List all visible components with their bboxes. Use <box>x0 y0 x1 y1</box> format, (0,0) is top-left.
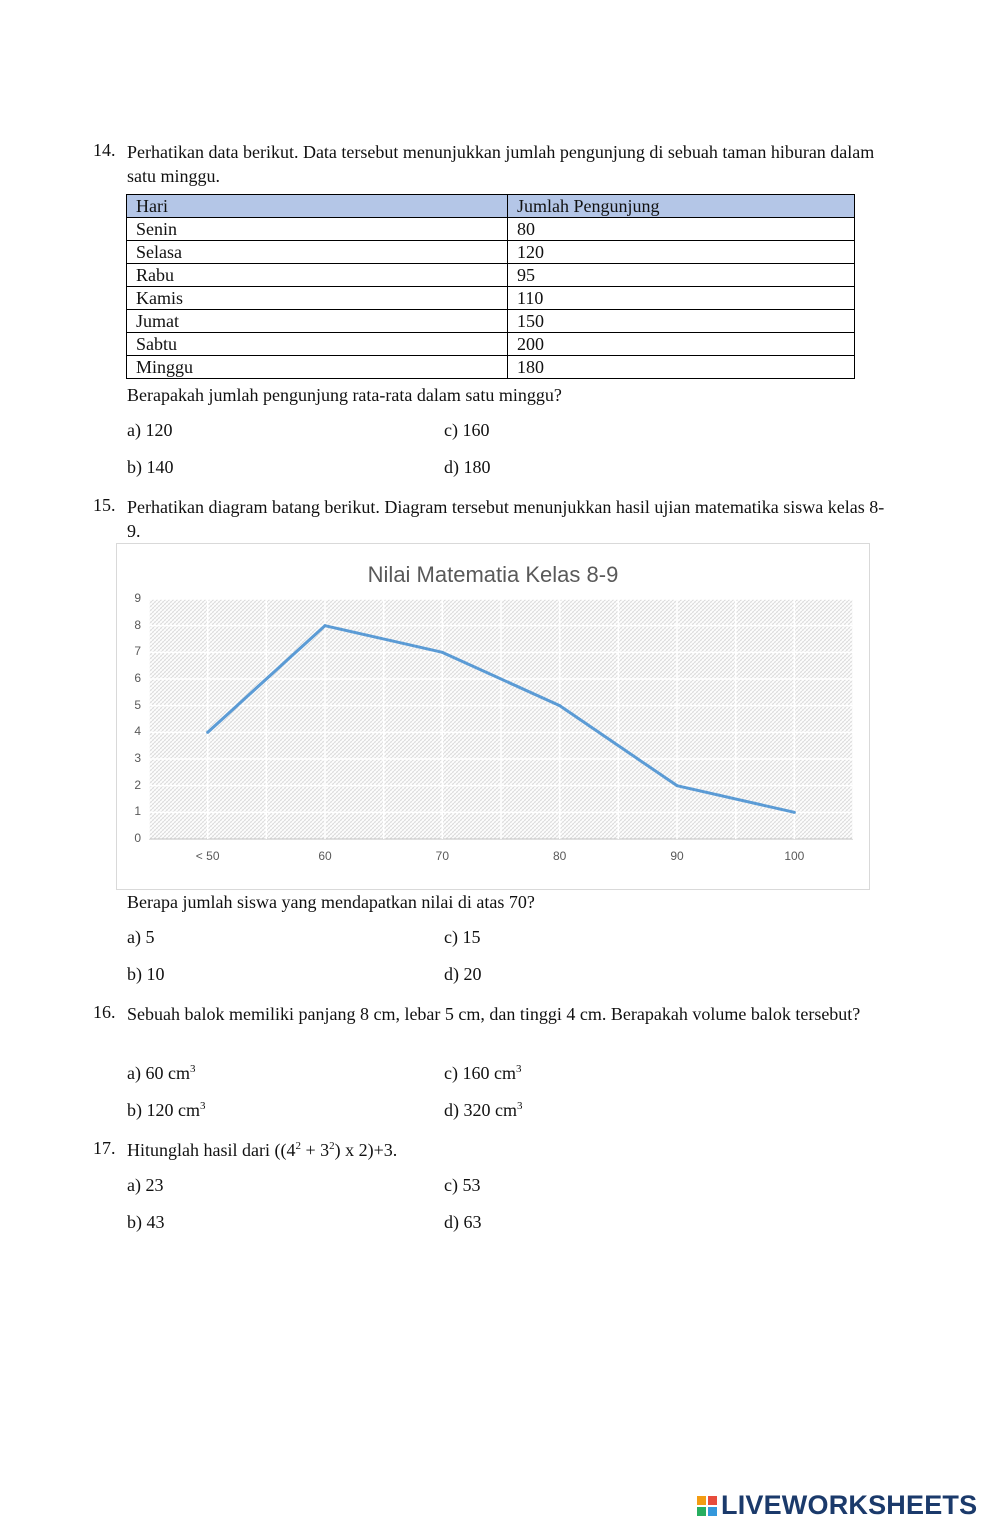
q17-number: 17. <box>93 1138 116 1158</box>
table-cell-visitors: 110 <box>508 287 855 310</box>
logo-mark-icon <box>697 1496 717 1516</box>
logo-square-v <box>697 1507 706 1516</box>
q16-number: 16. <box>93 1002 116 1022</box>
q17-exponent-2: 2 <box>329 1140 335 1152</box>
q17-option-a[interactable]: a) 23 <box>127 1175 164 1195</box>
y-tick-label: 1 <box>134 804 141 819</box>
y-tick-label: 3 <box>134 751 141 765</box>
data-point <box>793 811 796 814</box>
q14-question: Berapakah jumlah pengunjung rata-rata dalam satu minggu? <box>127 385 562 405</box>
q16-option-c-label: c) 160 cm <box>444 1063 516 1083</box>
unit-exponent: 3 <box>189 1063 196 1075</box>
table-cell-visitors: 95 <box>508 264 855 287</box>
q17-text-part3: ) x 2)+3. <box>334 1140 398 1160</box>
q16-option-a[interactable] <box>127 1063 195 1084</box>
q15-text: Perhatikan diagram batang berikut. Diagram tersebut menunjukkan hasil ujian matematika siswa kelas 8-9. <box>127 497 885 541</box>
table-row <box>127 264 855 287</box>
q17-exponent-1: 2 <box>295 1140 301 1152</box>
y-tick-label: 2 <box>134 777 141 792</box>
table-cell-visitors: 150 <box>508 310 855 333</box>
y-tick-label: 0 <box>134 831 141 845</box>
q17-option-c[interactable]: c) 53 <box>444 1175 481 1195</box>
line-chart <box>116 543 870 890</box>
q17-text-part1: Hitunglah hasil dari ((4 <box>127 1140 296 1160</box>
logo-square-i <box>708 1496 717 1505</box>
q17-option-b[interactable]: b) 43 <box>127 1212 165 1232</box>
table-cell-day: Sabtu <box>127 333 508 356</box>
table-row <box>127 218 855 241</box>
table-row <box>127 310 855 333</box>
data-point <box>324 624 327 627</box>
x-tick-label: 70 <box>435 849 449 863</box>
x-tick-label: 90 <box>670 849 684 863</box>
table-header-day: Hari <box>127 195 508 218</box>
q17-option-d[interactable]: d) 63 <box>444 1212 482 1232</box>
q16-text: Sebuah balok memiliki panjang 8 cm, lebar 5 cm, dan tinggi 4 cm. Berapakah volume balok tersebut? <box>127 1004 861 1024</box>
q16-option-d[interactable] <box>444 1100 522 1121</box>
logo-square-e <box>708 1507 717 1516</box>
table-row <box>127 241 855 264</box>
q15-option-c[interactable]: c) 15 <box>444 927 481 947</box>
table-cell-visitors: 80 <box>508 218 855 241</box>
q14-number: 14. <box>93 140 116 160</box>
table-cell-visitors: 200 <box>508 333 855 356</box>
table-cell-visitors: 180 <box>508 356 855 379</box>
unit-exponent: 3 <box>516 1100 523 1112</box>
table-cell-day: Jumat <box>127 310 508 333</box>
table-row <box>127 287 855 310</box>
visitors-table <box>126 194 855 379</box>
q15-question: Berapa jumlah siswa yang mendapatkan nilai di atas 70? <box>127 892 535 912</box>
logo-text: LIVEWORKSHEETS <box>721 1490 978 1520</box>
table-cell-day: Senin <box>127 218 508 241</box>
x-tick-label: 80 <box>552 849 567 863</box>
chart-plot-area <box>117 544 869 889</box>
q15-number: 15. <box>93 495 116 515</box>
q14-option-d[interactable]: d) 180 <box>444 457 491 477</box>
table-cell-day: Rabu <box>127 264 508 287</box>
y-tick-label: 5 <box>134 697 141 712</box>
x-tick-label: 60 <box>318 849 332 863</box>
table-cell-day: Minggu <box>127 356 508 379</box>
unit-exponent: 3 <box>199 1100 206 1112</box>
q14-option-c[interactable]: c) 160 <box>444 420 490 440</box>
table-cell-day: Kamis <box>127 287 508 310</box>
unit-exponent: 3 <box>515 1063 522 1075</box>
data-point <box>558 704 561 707</box>
y-tick-label: 8 <box>134 617 141 632</box>
q14-option-b[interactable]: b) 140 <box>127 457 174 477</box>
chart-title: Nilai Matematia Kelas 8-9 <box>367 562 619 587</box>
q16-option-a-label: a) 60 cm <box>127 1063 190 1083</box>
q15-option-b[interactable]: b) 10 <box>127 964 165 984</box>
q16-option-b[interactable] <box>127 1100 205 1121</box>
q14-text: Perhatikan data berikut. Data tersebut menunjukkan jumlah pengunjung di sebuah taman hiburan dalam satu minggu. <box>127 142 875 186</box>
q15-option-d[interactable]: d) 20 <box>444 964 482 984</box>
y-tick-label: 7 <box>134 644 141 659</box>
table-cell-visitors: 120 <box>508 241 855 264</box>
q16-option-b-label: b) 120 cm <box>127 1100 200 1120</box>
table-cell-day: Selasa <box>127 241 508 264</box>
q16-option-d-label: d) 320 cm <box>444 1100 517 1120</box>
liveworksheets-logo <box>697 1490 977 1521</box>
data-point <box>206 731 209 734</box>
q14-option-a[interactable]: a) 120 <box>127 420 173 440</box>
data-point <box>676 784 679 787</box>
y-tick-label: 4 <box>134 724 141 739</box>
q17-text <box>127 1138 897 1162</box>
table-header-row <box>127 195 855 218</box>
x-tick-label: < 50 <box>195 849 220 863</box>
q15-option-a[interactable]: a) 5 <box>127 927 155 947</box>
q16-option-c[interactable] <box>444 1063 521 1084</box>
x-tick-label: 100 <box>784 849 805 863</box>
table-header-visitors: Jumlah Pengunjung <box>508 195 855 218</box>
y-tick-label: 9 <box>134 591 141 605</box>
table-row <box>127 356 855 379</box>
q17-text-part2: + 3 <box>300 1140 330 1160</box>
table-row <box>127 333 855 356</box>
logo-square-l <box>697 1496 706 1505</box>
data-point <box>441 651 444 654</box>
y-tick-label: 6 <box>134 671 141 685</box>
